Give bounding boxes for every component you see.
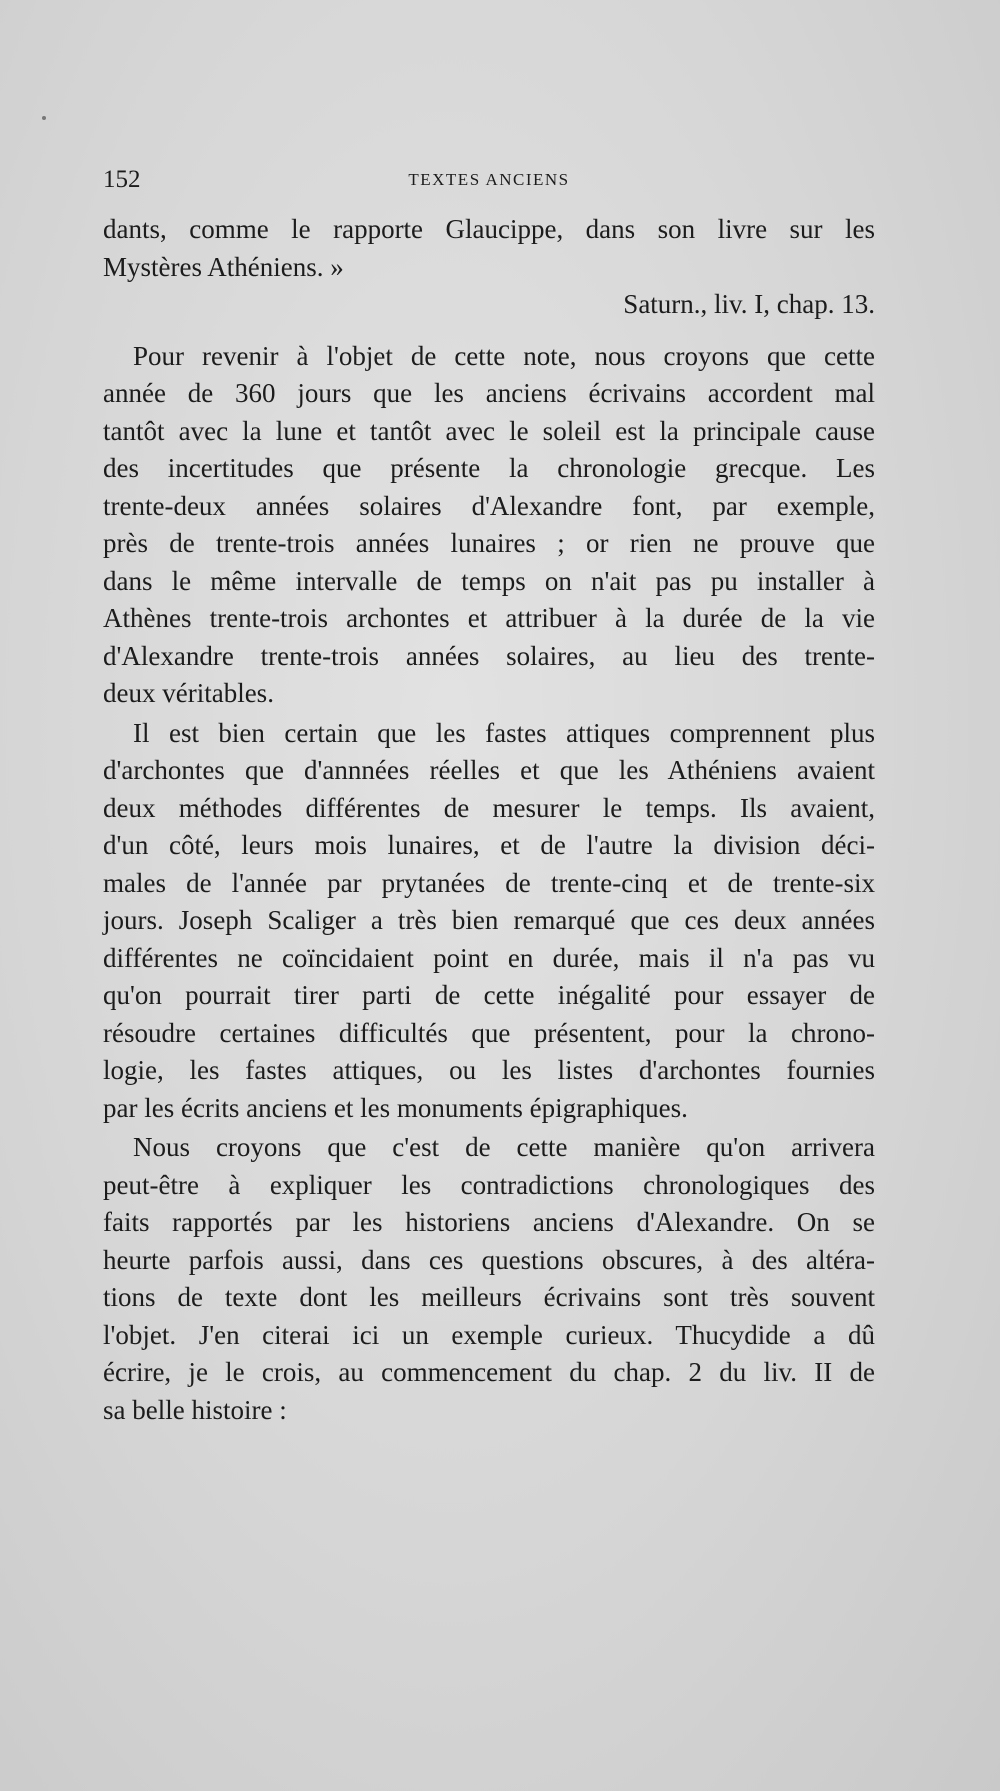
text-line: l'objet. J'en citerai ici un exemple curieux. Thucydide a dû — [103, 1319, 875, 1350]
text-line: faits rapportés par les historiens anciens d'Alexandre. On se — [103, 1207, 875, 1237]
text-line: d'un côté, leurs mois lunaires, et de l'autre la division déci- — [103, 830, 875, 860]
text-line: résoudre certaines difficultés que présentent, pour la chrono- — [103, 1017, 875, 1048]
text-line: deux véritables. — [103, 678, 274, 708]
text-line: différentes ne coïncidaient point en durée, mais il n'a pas vu — [103, 942, 875, 973]
text-line: des incertitudes que présente la chronologie grecque. Les — [103, 453, 875, 483]
body-text — [103, 211, 875, 1429]
text-line: heurte parfois aussi, dans ces questions obscures, à des altéra- — [103, 1244, 875, 1275]
text-line: peut-être à expliquer les contradictions chronologiques des — [103, 1169, 875, 1200]
text-line: males de l'année par prytanées de trente-cinq et de trente-six — [103, 867, 875, 898]
text-line: tions de texte dont les meilleurs écrivains sont très souvent — [103, 1282, 875, 1312]
citation-line: Saturn., liv. I, chap. 13. — [623, 289, 875, 319]
text-line: année de 360 jours que les anciens écrivains accordent mal — [103, 378, 875, 408]
text-line: logie, les fastes attiques, ou les listes d'archontes fournies — [103, 1055, 875, 1085]
text-line: jours. Joseph Scaliger a très bien remarqué que ces deux années — [103, 905, 875, 935]
text-line: tantôt avec la lune et tantôt avec le soleil est la principale cause — [103, 415, 875, 446]
text-line: d'archontes que d'annnées réelles et que les Athéniens avaient — [103, 755, 875, 785]
text-line: Nous croyons que c'est de cette manière qu'on arrivera — [133, 1132, 875, 1162]
text-line: d'Alexandre trente-trois années solaires, au lieu des trente- — [103, 640, 875, 671]
text-line: Il est bien certain que les fastes attiques comprennent plus — [133, 717, 875, 748]
paper-speck — [42, 116, 46, 120]
text-line: Pour revenir à l'objet de cette note, nous croyons que cette — [133, 340, 875, 371]
text-line: sa belle histoire : — [103, 1394, 287, 1425]
text-line: dants, comme le rapporte Glaucippe, dans son livre sur les — [103, 214, 875, 244]
page-header — [103, 166, 875, 194]
running-title: TEXTES ANCIENS — [408, 170, 570, 189]
text-line: écrire, je le crois, au commencement du chap. 2 du liv. II de — [103, 1357, 875, 1387]
page-number: 152 — [103, 166, 141, 193]
text-line: par les écrits anciens et les monuments épigraphiques. — [103, 1092, 688, 1123]
text-line: trente-deux années solaires d'Alexandre font, par exemple, — [103, 490, 875, 521]
section-spacer — [103, 324, 875, 338]
text-line: Athènes trente-trois archontes et attribuer à la durée de la vie — [103, 603, 875, 633]
text-line: dans le même intervalle de temps on n'ait pas pu installer à — [103, 565, 875, 596]
text-line: Mystères Athéniens. » — [103, 251, 344, 282]
text-line: qu'on pourrait tirer parti de cette inégalité pour essayer de — [103, 980, 875, 1010]
text-line: deux méthodes différentes de mesurer le temps. Ils avaient, — [103, 792, 875, 823]
text-line: près de trente-trois années lunaires ; or rien ne prouve que — [103, 528, 875, 558]
